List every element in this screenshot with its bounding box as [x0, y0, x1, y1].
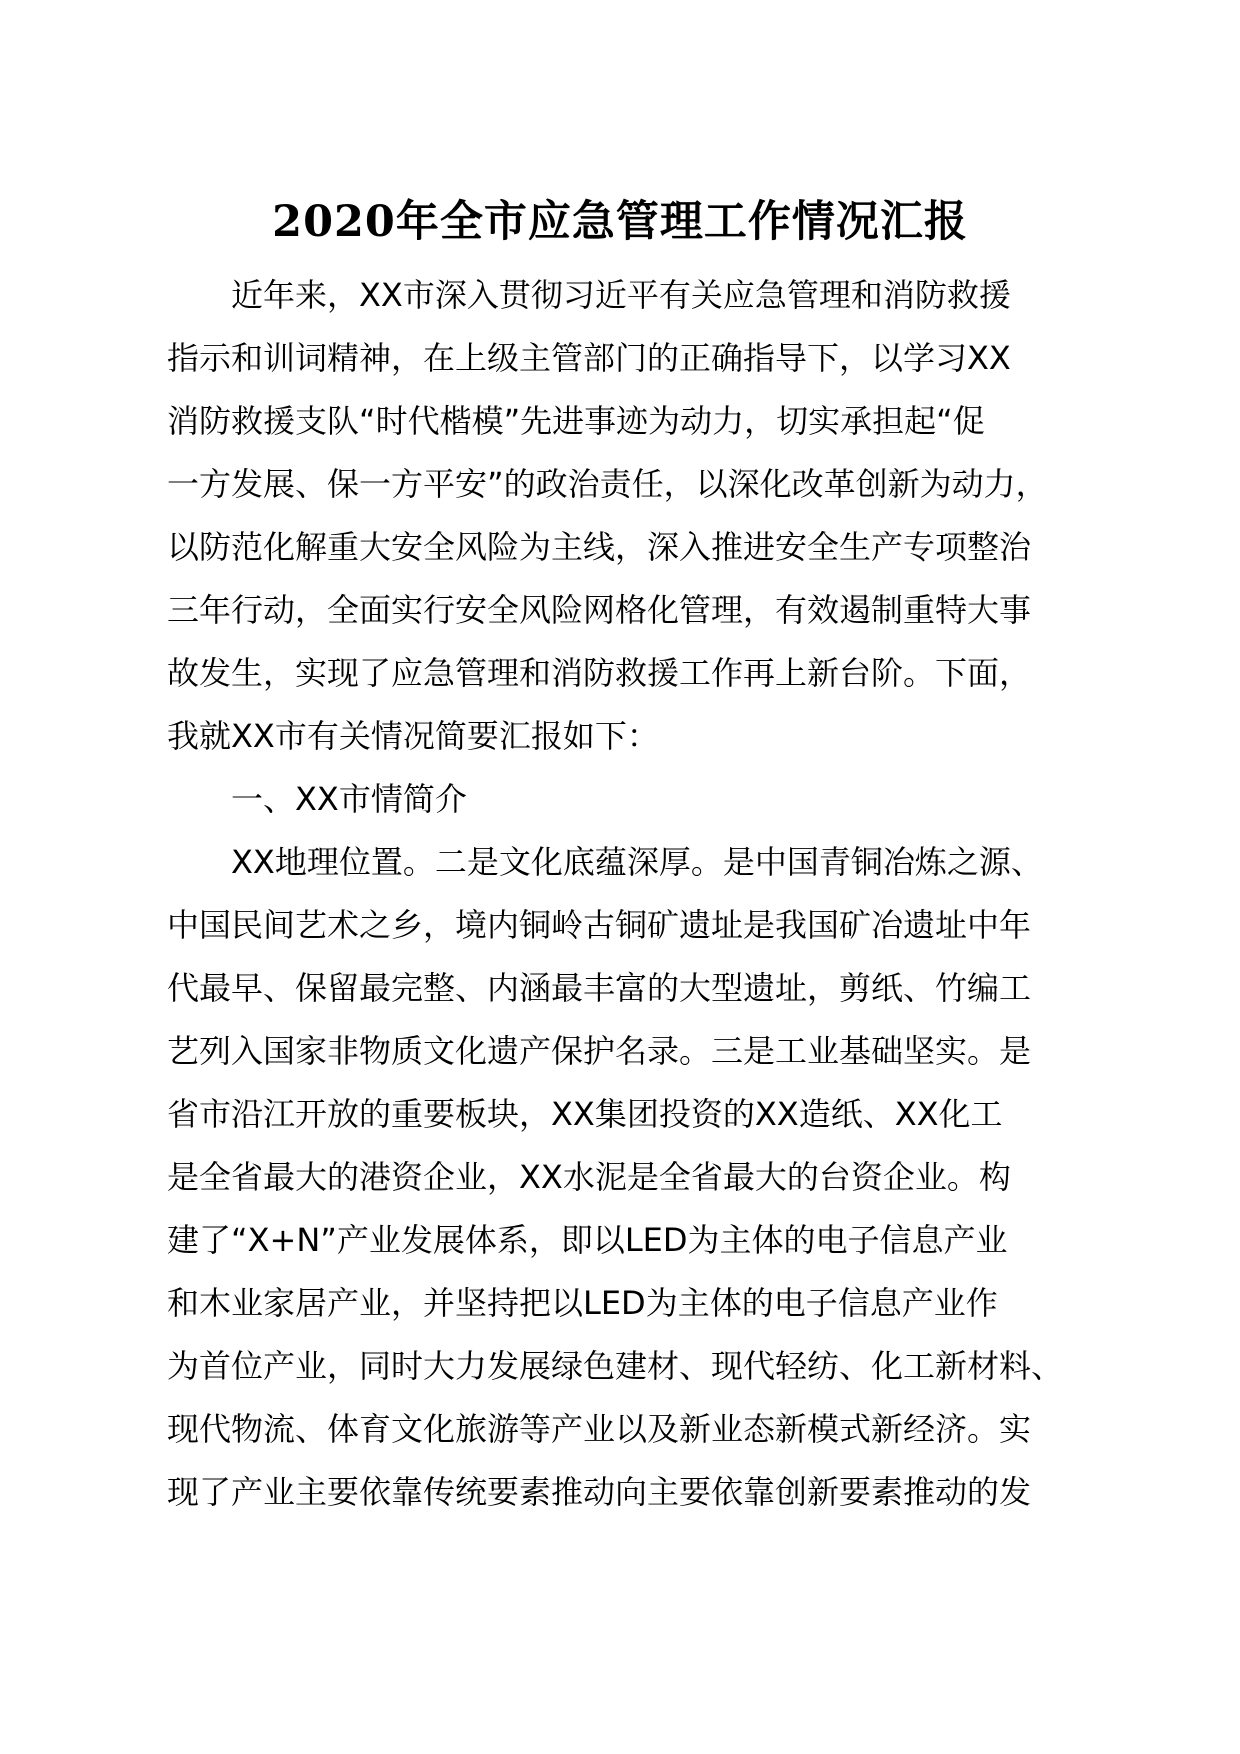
paragraph-line: 代最早、保留最完整、内涵最丰富的大型遗址，剪纸、竹编工 — [167, 969, 1032, 1007]
paragraph-line: 中国民间艺术之乡，境内铜岭古铜矿遗址是我国矿冶遗址中年 — [167, 906, 1032, 944]
paragraph-line: 近年来，XX市深入贯彻习近平有关应急管理和消防救援 — [231, 276, 1011, 314]
paragraph-line: XX地理位置。二是文化底蕴深厚。是中国青铜冶炼之源、 — [231, 843, 1043, 881]
document-title: 2020年全市应急管理工作情况汇报 — [272, 197, 968, 247]
paragraph-line: 消防救援支队“时代楷模”先进事迹为动力，切实承担起“促 — [167, 402, 985, 440]
paragraph-line: 现了产业主要依靠传统要素推动向主要依靠创新要素推动的发 — [167, 1473, 1032, 1511]
paragraph-line: 一方发展、保一方平安”的政治责任，以深化改革创新为动力， — [167, 465, 1048, 503]
paragraph-line: 建了“X+N”产业发展体系，即以LED为主体的电子信息产业 — [167, 1221, 1008, 1259]
section-heading: 一、XX市情简介 — [231, 780, 467, 818]
paragraph-line: 指示和训词精神，在上级主管部门的正确指导下，以学习XX — [167, 339, 1011, 377]
paragraph-line: 以防范化解重大安全风险为主线，深入推进安全生产专项整治 — [167, 528, 1032, 566]
paragraph-line: 是全省最大的港资企业，XX水泥是全省最大的台资企业。构 — [167, 1158, 1011, 1196]
paragraph-line: 故发生，实现了应急管理和消防救援工作再上新台阶。下面， — [167, 654, 1032, 692]
paragraph-line: 我就XX市有关情况简要汇报如下： — [167, 717, 659, 755]
paragraph-line: 三年行动，全面实行安全风险网格化管理，有效遏制重特大事 — [167, 591, 1032, 629]
paragraph-line: 现代物流、体育文化旅游等产业以及新业态新模式新经济。实 — [167, 1410, 1032, 1448]
paragraph-line: 艺列入国家非物质文化遗产保护名录。三是工业基础坚实。是 — [167, 1032, 1032, 1070]
paragraph-line: 为首位产业，同时大力发展绿色建材、现代轻纺、化工新材料、 — [167, 1347, 1064, 1385]
paragraph-line: 省市沿江开放的重要板块，XX集团投资的XX造纸、XX化工 — [167, 1095, 1003, 1133]
paragraph-line: 和木业家居产业，并坚持把以LED为主体的电子信息产业作 — [167, 1284, 998, 1322]
